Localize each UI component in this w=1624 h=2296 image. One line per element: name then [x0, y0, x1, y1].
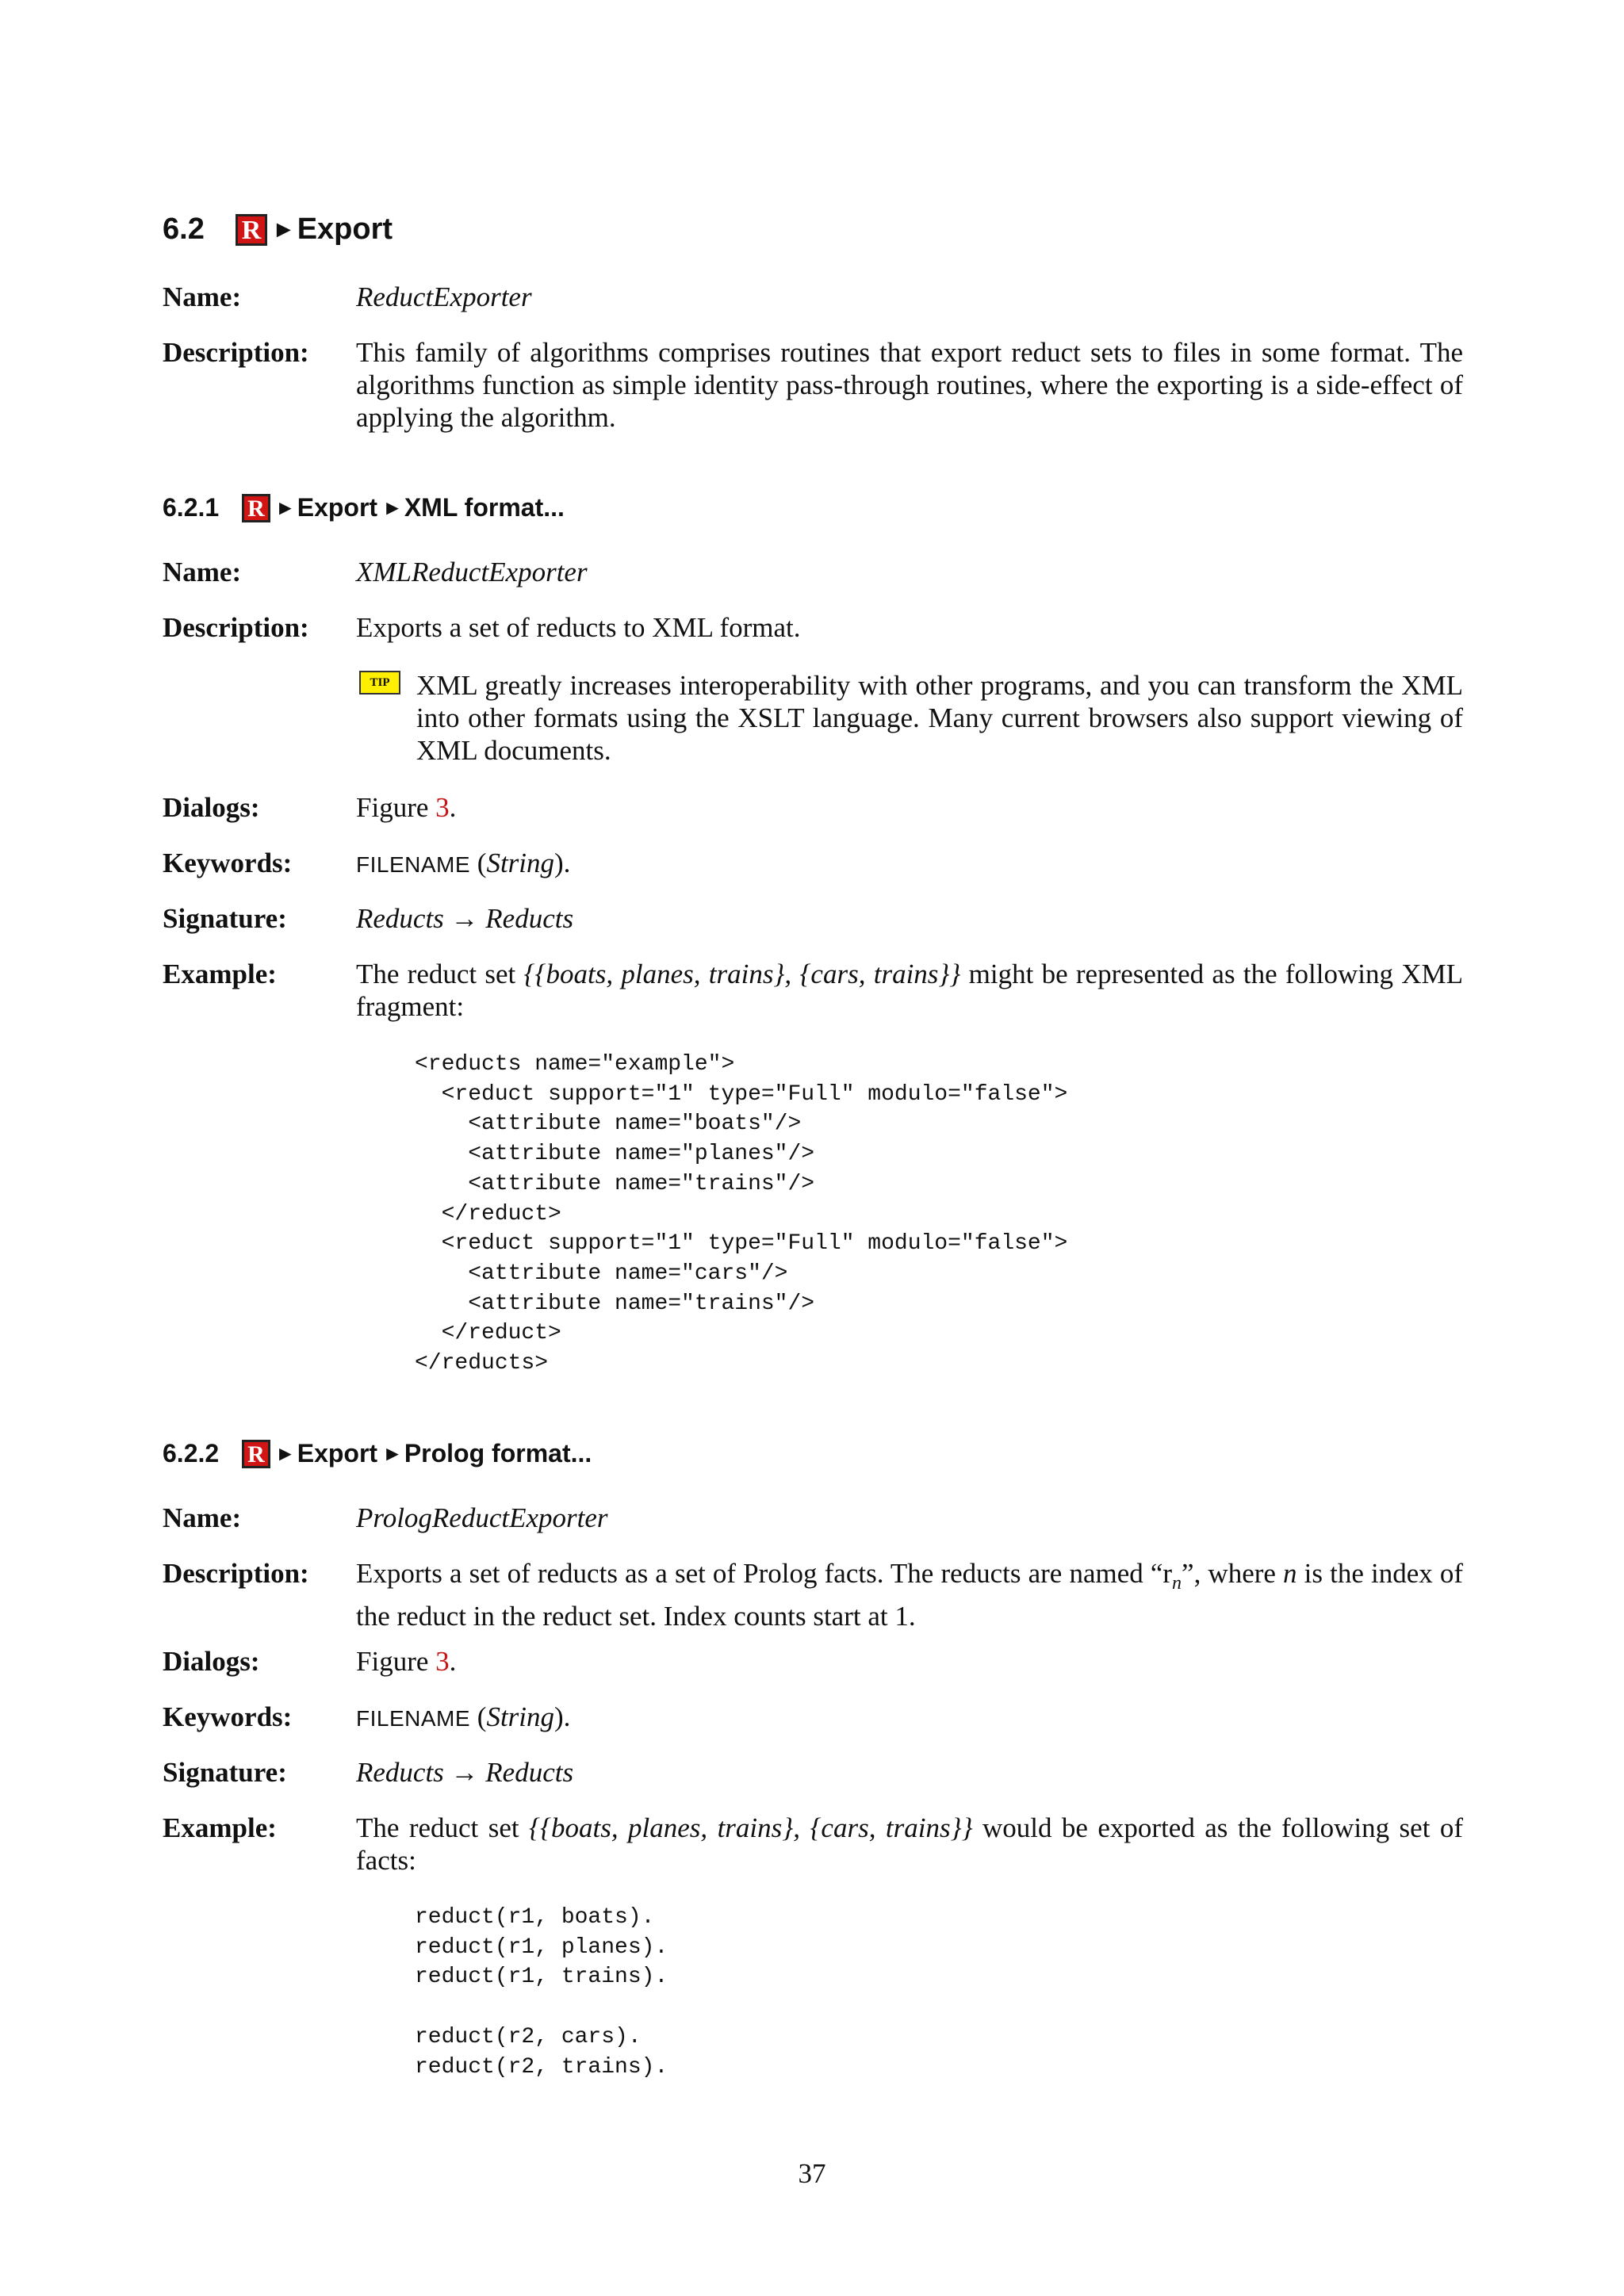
example-set: {{boats, planes, trains}, {cars, trains}}: [523, 959, 961, 989]
description-label: Description:: [163, 612, 309, 643]
arrow-icon: →: [450, 1757, 479, 1788]
signature-from: Reducts: [356, 1757, 444, 1788]
name-row: [163, 281, 1463, 313]
keyword: FILENAME: [356, 852, 471, 877]
example-text: [356, 1812, 1463, 1877]
figure-link[interactable]: 3: [435, 792, 450, 823]
dialogs-suffix: .: [449, 792, 457, 823]
tip-box: [359, 669, 1463, 767]
tip-icon: TIP: [359, 671, 400, 695]
menu-path-item: XML format...: [404, 493, 565, 522]
dialogs-suffix: .: [449, 1646, 457, 1677]
figure-link[interactable]: 3: [435, 1646, 450, 1677]
variable-n: n: [1283, 1558, 1297, 1589]
menu-arrow-icon: ►: [272, 216, 296, 243]
signature-to: Reducts: [485, 1757, 574, 1788]
example-before: The reduct set: [356, 1812, 530, 1843]
description-row: [163, 1557, 1463, 1632]
description-row: [163, 611, 1463, 644]
description-text: This family of algorithms comprises routines that export reduct sets to files in some format. The algorithms function as simple identity pass-through routines, where the exporting is a side-effect of applying the algorithm.: [356, 337, 1463, 433]
rosetta-r-icon: R: [242, 1440, 270, 1468]
menu-arrow-icon: ►: [275, 496, 296, 519]
keywords-value: FILENAME (String).: [356, 848, 571, 878]
subsection-heading-6-2-1: [163, 493, 565, 522]
keyword: FILENAME: [356, 1706, 471, 1731]
description-mid: ”, where: [1182, 1558, 1284, 1589]
name-label: Name:: [163, 281, 242, 312]
keyword-type: String: [486, 1701, 555, 1732]
description-before: Exports a set of reducts as a set of Prolog facts. The reducts are named “r: [356, 1558, 1173, 1589]
name-value: XMLReductExporter: [356, 557, 588, 587]
subsection-number: 6.2.2: [163, 1439, 220, 1468]
dialogs-value: [356, 1645, 1463, 1678]
rosetta-r-icon: R: [242, 494, 270, 522]
menu-path-item: Prolog format...: [404, 1439, 592, 1468]
example-after: might be represented as the following XML fragment:: [356, 959, 1463, 1022]
example-row: [163, 958, 1463, 1023]
example-set: {{boats, planes, trains}, {cars, trains}}: [529, 1812, 973, 1843]
description-text: Exports a set of reducts to XML format.: [356, 612, 801, 643]
description-label: Description:: [163, 337, 309, 368]
page-number: 37: [798, 2158, 826, 2189]
name-value: ReductExporter: [356, 281, 532, 312]
tip-text: XML greatly increases interoperability with other programs, and you can transform the XML into other formats using the XSLT language. Many current browsers also support viewing of XML documents.: [416, 670, 1463, 766]
keywords-label: Keywords:: [163, 1701, 293, 1732]
signature-to: Reducts: [485, 903, 574, 934]
xml-code-block: <reducts name="example"> <reduct support="1" type="Full" modulo="false"> <attribute name="boats"/> <attribute name="planes"/> <attribute name="trains"/> </reduct> <reduct support="1" type="Full" modulo="false"> <attribute name="cars"/> <attribute name="trains"/> </reduct> </reducts>: [415, 1052, 1068, 1376]
dialogs-prefix: Figure: [356, 1646, 436, 1677]
example-before: The reduct set: [356, 959, 524, 989]
prolog-code-block: reduct(r1, boats). reduct(r1, planes). reduct(r1, trains). reduct(r2, cars). reduct(r2, trains).: [415, 1905, 668, 2080]
dialogs-label: Dialogs:: [163, 1646, 260, 1677]
section-number: 6.2: [163, 212, 205, 246]
keyword-type: String: [486, 848, 555, 878]
arrow-icon: →: [450, 903, 479, 934]
description-row: [163, 336, 1463, 434]
menu-arrow-icon: ►: [275, 1441, 296, 1465]
signature-value: [356, 1756, 1463, 1789]
menu-path-item: Export: [297, 1439, 378, 1468]
menu-arrow-icon: ►: [382, 1441, 403, 1465]
keywords-row: [163, 1701, 1463, 1735]
signature-row: [163, 1756, 1463, 1789]
rosetta-r-icon: R: [236, 214, 267, 246]
example-after: would be exported as the following set of facts:: [356, 1812, 1463, 1876]
menu-path-item: Export: [297, 493, 378, 522]
section-title: Export: [297, 212, 393, 246]
dialogs-label: Dialogs:: [163, 792, 260, 823]
signature-label: Signature:: [163, 903, 287, 934]
name-value: PrologReductExporter: [356, 1502, 608, 1533]
example-text: [356, 958, 1463, 1023]
subscript-n: n: [1172, 1573, 1182, 1594]
dialogs-row: [163, 791, 1463, 824]
subsection-number: 6.2.1: [163, 493, 220, 522]
example-row: [163, 1812, 1463, 1877]
name-label: Name:: [163, 557, 242, 587]
name-label: Name:: [163, 1502, 242, 1533]
example-label: Example:: [163, 1812, 277, 1843]
signature-row: [163, 902, 1463, 935]
name-row: [163, 1502, 1463, 1534]
example-label: Example:: [163, 959, 277, 989]
name-row: [163, 556, 1463, 588]
description-after: is the index of the reduct in the reduct set. Index counts start at 1.: [356, 1558, 1463, 1632]
keywords-row: [163, 847, 1463, 881]
keywords-value: FILENAME (String).: [356, 1701, 571, 1732]
subsection-heading-6-2-2: [163, 1439, 592, 1468]
dialogs-prefix: Figure: [356, 792, 436, 823]
description-text: [356, 1557, 1463, 1632]
signature-from: Reducts: [356, 903, 444, 934]
description-label: Description:: [163, 1558, 309, 1589]
dialogs-row: [163, 1645, 1463, 1678]
signature-value: [356, 902, 1463, 935]
menu-arrow-icon: ►: [382, 496, 403, 519]
signature-label: Signature:: [163, 1757, 287, 1788]
section-heading-6-2: [163, 212, 393, 247]
dialogs-value: [356, 791, 1463, 824]
keywords-label: Keywords:: [163, 848, 293, 878]
